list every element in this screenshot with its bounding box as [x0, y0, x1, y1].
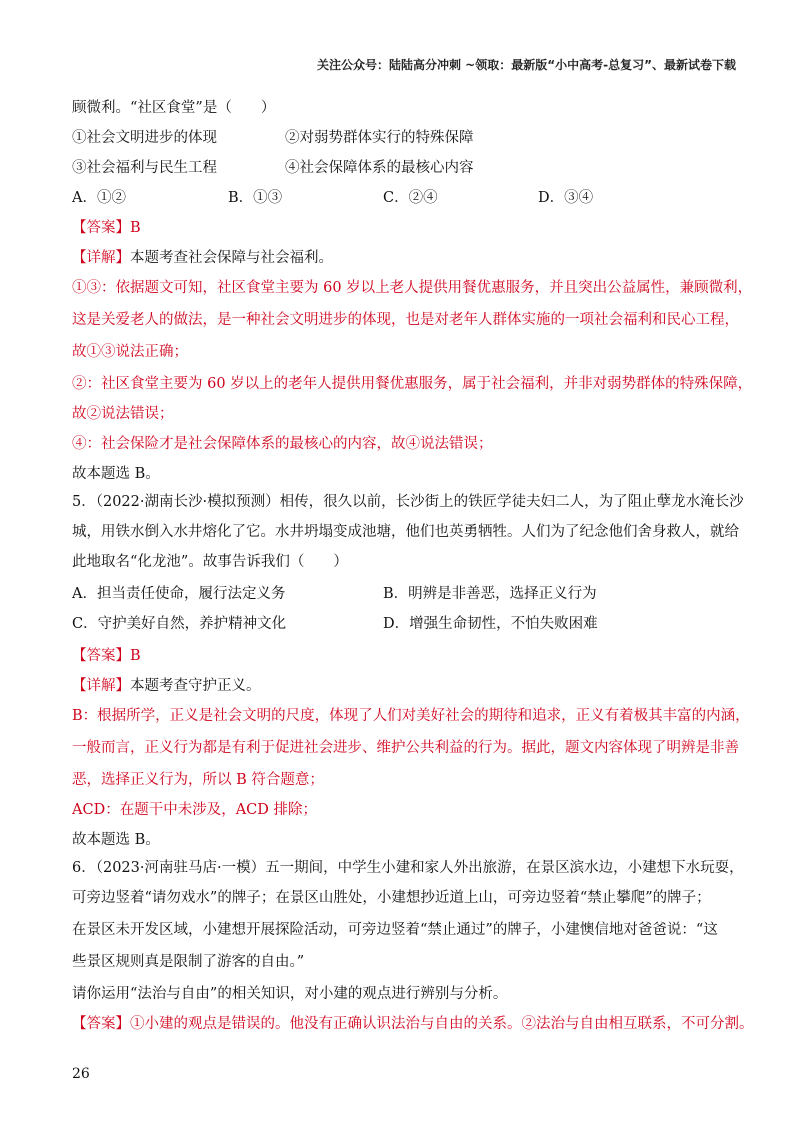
q6-prompt: 请你运用“法治与自由”的相关知识，对小建的观点进行辨别与分析。 — [72, 986, 508, 1002]
q4-detail — [72, 248, 333, 268]
q4-option-2: ②对弱势群体实行的特殊保障 — [285, 130, 474, 146]
q5-choice-a: A．担当责任使命，履行法定义务 — [72, 586, 286, 602]
q4-option-3: ③社会福利与民生工程 — [72, 160, 217, 176]
q4-explanation-1: ①③：依据题文可知，社区食堂主要为 60 岁以上老人提供用餐优惠服务，并且突出公益属性，兼顾微利， — [72, 280, 753, 296]
q4-option-1: ①社会文明进步的体现 — [72, 130, 217, 146]
q5-detail — [72, 676, 261, 696]
answer-tag: 【答案】 — [72, 648, 130, 664]
q4-explanation-5: 故②说法错误； — [72, 406, 174, 422]
q6-stem-line-4: 些景区规则真是限制了游客的自由。” — [72, 954, 305, 970]
q6-answer — [72, 1014, 754, 1034]
q4-stem: 顾微利。“社区食堂”是（ ） — [72, 100, 276, 116]
q4-explanation-6: ④：社会保险才是社会保障体系的最核心的内容，故④说法错误； — [72, 436, 493, 452]
q4-choice-a: A．①② — [72, 190, 126, 206]
q4-conclusion: 故本题选 B。 — [72, 466, 160, 482]
page-number: 26 — [72, 1066, 90, 1082]
q5-answer — [72, 646, 141, 666]
answer-tag: 【答案】 — [72, 220, 130, 236]
q5-choice-b: B．明辨是非善恶，选择正义行为 — [383, 586, 597, 602]
answer-value: B — [130, 648, 141, 664]
q5-conclusion: 故本题选 B。 — [72, 832, 160, 848]
detail-text: 本题考查社会保障与社会福利。 — [130, 250, 333, 266]
q5-explanation-1: B：根据所学，正义是社会文明的尺度，体现了人们对美好社会的期待和追求，正义有着极其丰富的内涵， — [72, 708, 750, 724]
q5-explanation-4: ACD：在题干中未涉及，ACD 排除； — [72, 802, 317, 818]
q5-explanation-3: 恶，选择正义行为，所以 B 符合题意； — [72, 772, 324, 788]
q4-explanation-2: 这是关爱老人的做法，是一种社会文明进步的体现，也是对老年人群体实施的一项社会福利和民心工程， — [72, 312, 739, 328]
q6-stem-line-1: 6．（2023·河南驻马店·一模）五一期间，中学生小建和家人外出旅游，在景区滨水边，小建想下水玩耍， — [72, 860, 744, 876]
detail-tag: 【详解】 — [72, 678, 130, 694]
answer-value: ①小建的观点是错误的。他没有正确认识法治与自由的关系。②法治与自由相互联系，不可分割。 — [130, 1016, 754, 1032]
answer-tag: 【答案】 — [72, 1016, 130, 1032]
q4-option-4: ④社会保障体系的最核心内容 — [285, 160, 474, 176]
q5-explanation-2: 一般而言，正义行为都是有利于促进社会进步、维护公共利益的行为。据此，题文内容体现了明辨是非善 — [72, 740, 739, 756]
q4-choice-d: D．③④ — [538, 190, 594, 206]
q4-choice-b: B．①③ — [228, 190, 283, 206]
q5-choice-c: C．守护美好自然，养护精神文化 — [72, 616, 287, 632]
q6-stem-line-2: 可旁边竖着“请勿戏水”的牌子；在景区山胜处，小建想抄近道上山，可旁边竖着“禁止攀爬”的牌子； — [72, 890, 711, 906]
q4-explanation-4: ②：社区食堂主要为 60 岁以上的老年人提供用餐优惠服务，属于社会福利，并非对弱势群体的特殊保障， — [72, 376, 753, 392]
answer-value: B — [130, 220, 141, 236]
q5-stem-line-2: 城，用铁水倒入水井熔化了它。水井坍塌变成池塘，他们也英勇牺牲。人们为了纪念他们舍身救人，就给 — [72, 524, 739, 540]
q5-stem-line-1: 5．（2022·湖南长沙·模拟预测）相传，很久以前，长沙街上的铁匠学徒夫妇二人，为了阻止孽龙水淹长沙 — [72, 494, 744, 510]
q5-choice-d: D．增强生命韧性，不怕失败困难 — [383, 616, 598, 632]
page-header: 关注公众号：陆陆高分冲刺 ~领取：最新版“小中高考-总复习”、最新试卷下载 — [317, 58, 736, 72]
q6-stem-line-3: 在景区未开发区域，小建想开展探险活动，可旁边竖着“禁止通过”的牌子，小建懊信地对爸爸说：“这 — [72, 922, 718, 938]
detail-tag: 【详解】 — [72, 250, 130, 266]
q5-stem-line-3: 此地取名“化龙池”。故事告诉我们（ ） — [72, 554, 348, 570]
q4-explanation-3: 故①③说法正确； — [72, 344, 188, 360]
detail-text: 本题考查守护正义。 — [130, 678, 261, 694]
q4-answer — [72, 218, 141, 238]
q4-choice-c: C．②④ — [383, 190, 438, 206]
